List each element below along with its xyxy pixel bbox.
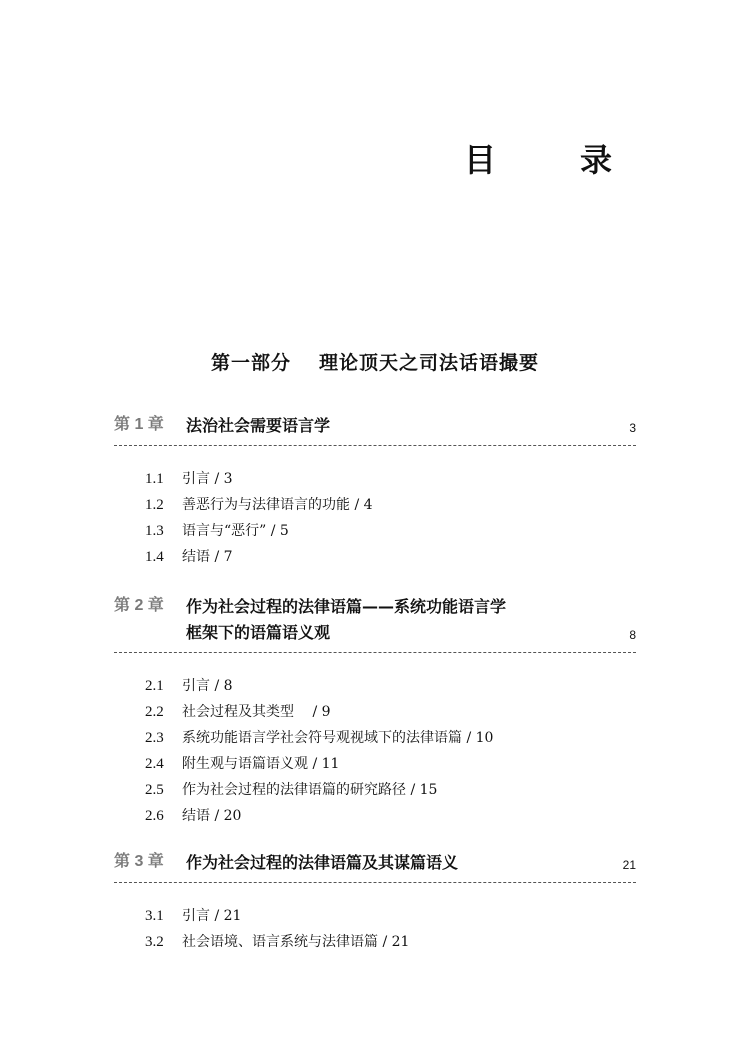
section-number: 3.1 — [145, 908, 164, 924]
chapter-number: 第 1 章 — [114, 416, 164, 433]
toc-entry[interactable] — [145, 518, 373, 544]
chapter-number: 第 3 章 — [114, 853, 164, 870]
toc-entry[interactable] — [145, 903, 409, 929]
part-title — [0, 350, 750, 376]
chapter-heading-1[interactable] — [114, 413, 636, 446]
section-title: 附生观与语篇语义观 / 11 — [182, 756, 340, 772]
toc-entry[interactable] — [145, 673, 493, 699]
section-title: 引言 / 21 — [182, 908, 242, 924]
toc-entry[interactable] — [145, 492, 373, 518]
chapter-title-line-1: 作为社会过程的法律语篇——系统功能语言学 — [186, 597, 507, 616]
chapter-title: 作为社会过程的法律语篇及其谋篇语义 — [186, 853, 459, 872]
toc-entry[interactable] — [145, 803, 493, 829]
section-number: 1.1 — [145, 471, 164, 487]
toc-entry[interactable] — [145, 544, 373, 570]
section-number: 1.2 — [145, 497, 164, 513]
page-title: 目 录 — [463, 141, 638, 179]
section-title: 作为社会过程的法律语篇的研究路径 / 15 — [182, 782, 438, 798]
section-number: 1.4 — [145, 549, 164, 565]
section-number: 1.3 — [145, 523, 164, 539]
toc-entry[interactable] — [145, 699, 493, 725]
chapter-heading-2[interactable] — [114, 594, 636, 653]
toc-entry[interactable] — [145, 466, 373, 492]
section-number: 2.5 — [145, 782, 164, 798]
section-title: 社会过程及其类型 / 9 — [182, 704, 331, 720]
toc-entry[interactable] — [145, 725, 493, 751]
section-title: 引言 / 3 — [182, 471, 233, 487]
chapter-3-section-list — [145, 903, 409, 955]
section-title: 结语 / 7 — [182, 549, 233, 565]
section-title: 社会语境、语言系统与法律语篇 / 21 — [182, 934, 410, 950]
section-number: 3.2 — [145, 934, 164, 950]
toc-entry[interactable] — [145, 777, 493, 803]
part-name: 理论顶天之司法话语撮要 — [319, 352, 540, 374]
section-number: 2.1 — [145, 678, 164, 694]
chapter-heading-3[interactable] — [114, 850, 636, 883]
chapter-1-section-list — [145, 466, 373, 570]
section-title: 结语 / 20 — [182, 808, 242, 824]
section-number: 2.6 — [145, 808, 164, 824]
section-title: 善恶行为与法律语言的功能 / 4 — [182, 497, 373, 513]
chapter-title-line-2: 框架下的语篇语义观 — [186, 623, 331, 642]
section-number: 2.2 — [145, 704, 164, 720]
section-number: 2.3 — [145, 730, 164, 746]
chapter-title — [186, 594, 629, 646]
section-title: 语言与“恶行” / 5 — [182, 523, 289, 539]
chapter-title: 法治社会需要语言学 — [186, 416, 331, 435]
chapter-number: 第 2 章 — [114, 597, 164, 614]
section-title: 系统功能语言学社会符号观视域下的法律语篇 / 10 — [182, 730, 494, 746]
chapter-2-section-list — [145, 673, 493, 829]
part-label: 第一部分 — [210, 352, 291, 374]
section-number: 2.4 — [145, 756, 164, 772]
toc-entry[interactable] — [145, 929, 409, 955]
chapter-page-number: 21 — [622, 858, 636, 872]
chapter-page-number: 3 — [629, 421, 636, 435]
section-title: 引言 / 8 — [182, 678, 233, 694]
toc-entry[interactable] — [145, 751, 493, 777]
chapter-page-number: 8 — [629, 628, 636, 642]
